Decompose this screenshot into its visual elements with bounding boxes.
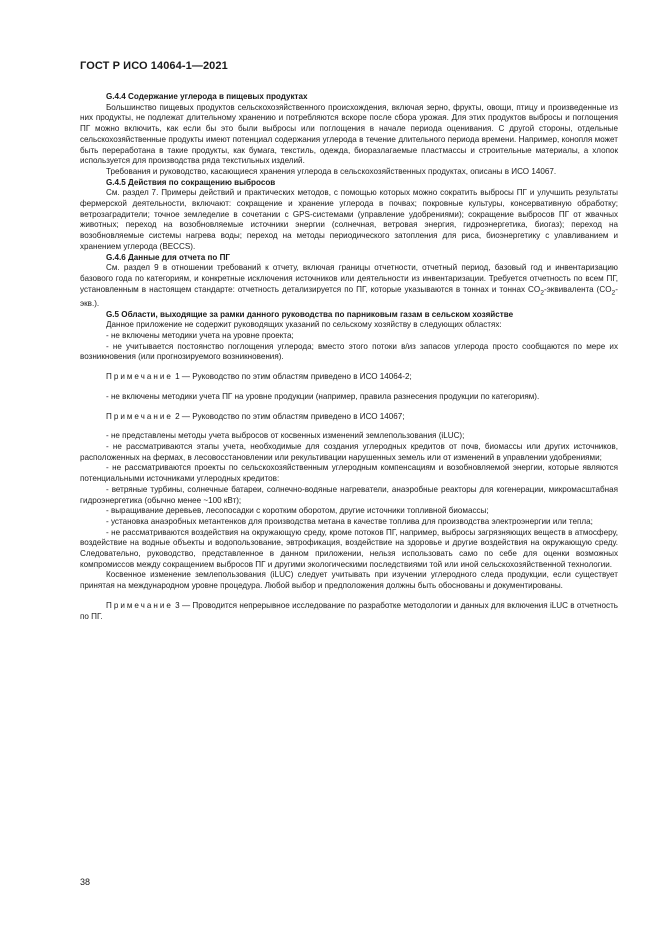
page-number: 38 [80,877,91,887]
note-2 [80,412,618,423]
section-heading-g45: G.4.5 Действия по сокращению выбросов [106,177,276,187]
list-item: - не рассматриваются воздействия на окружающую среду, кроме потоков ПГ, например, выбросы загрязняющих веществ в атмосферу, воздействие на водные объекты и водопользование, эвтрофикация, воздействие на здоровье и другие воздействия на окружающую среду. Следовательно, руководство, представленное в данном приложении, нельзя использовать само по себе для оценки возможных компромиссов между сокращением выбросов ПГ и другими экологическими последствиями той или иной сельскохозяйственной технологии. [80,527,618,569]
note-text: 2 — Руководство по этим областям приведено в ИСО 14067; [175,411,405,421]
list-item: - не рассматриваются проекты по сельскохозяйственным углеродным компенсациям и возобновляемой энергии, которые являются потенциальными источниками углеродных кредитов: [80,463,618,484]
list-item: - не включены методики учета ПГ на уровне продукции (например, правила разнесения продукции по категориям). [106,391,540,401]
text-run: -эквивалента (CO [543,284,612,294]
list-item: - не рассматриваются этапы учета, необходимые для создания углеродных кредитов от почв, биомассы или других источников, расположенных на фермах, в лесовосстановлении или рекультивации нарушенных земель или от изменений в управлении удобрениями; [80,442,618,462]
note-label: Примечание [106,411,173,421]
paragraph: Косвенное изменение землепользования (iLUC) следует учитывать при изучении углеродного следа продукции, если существует принятая на международном уровне процедура. Любой выбор и предположения должны быть обоснованы и документированы. [80,570,618,591]
document-body [80,92,618,631]
list-item: - не включены методики учета на уровне проекта; [106,331,294,341]
note-label: Примечание [106,372,173,382]
note-1 [80,372,618,383]
list-item: - не учитывается постоянство поглощения углерода; вместо этого потоки в/из запасов углерода просто сообщаются по мере их возникновения (или прогнозируемого возникновения). [80,341,618,362]
section-heading-g46: G.4.6 Данные для отчета по ПГ [106,252,231,262]
sub-list-item: - установка анаэробных метантенков для производства метана в качестве топлива для производства электроэнергии или тепла; [106,516,593,526]
paragraph-reporting [80,263,618,309]
section-heading-g44: G.4.4 Содержание углерода в пищевых продуктах [106,92,308,101]
sub-list-item: - ветряные турбины, солнечные батареи, солнечно-водяные нагреватели, анаэробные реакторы для когенерации, микромасштабная гидроэнергетика (обычно менее ~100 кВт); [80,484,618,505]
subscript: 2 [540,289,544,297]
paragraph: Требования и руководство, касающиеся хранения углерода в сельскохозяйственных продуктах, описаны в ИСО 14067. [106,166,557,176]
subscript: 2 [611,289,616,297]
note-text: 3 — Проводится непрерывное исследование по разработке методологии и данных для включения iLUC в отчетность по ПГ. [80,600,619,621]
document-header: ГОСТ Р ИСО 14064-1—2021 [80,60,228,72]
paragraph: Данное приложение не содержит руководящих указаний по сельскому хозяйству в следующих областях: [106,320,502,330]
list-item: - не представлены методы учета выбросов от косвенных изменений землепользования (iLUC); [106,431,465,441]
paragraph: Большинство пищевых продуктов сельскохозяйственного происхождения, включая зерно, фрукты, овощи, птицу и произведенные из них продукты, не подлежат длительному хранению и потребляются вскоре после сбора урожая. Для этих продуктов выбросы и поглощения ПГ можно включить, как если бы это были выбросы или поглощения в начале периода оценивания. С другой стороны, отдельные сельскохозяйственные продукты имеют потенциал содержания углерода в течение длительного периода времени. Например, конопля может быть переработана в такие продукты, как бумага, текстиль, одежда, биоразлагаемые пластмассы и строительные материалы, а хлопок используется для производства ряда текстильных изделий. [80,102,618,166]
text-run: -экв.). [80,284,618,308]
sub-list-item: - выращивание деревьев, лесопосадки с коротким оборотом, другие источники топливной биомассы; [106,506,489,516]
section-heading-g5: G.5 Области, выходящие за рамки данного руководства по парниковым газам в сельском хозяйстве [106,309,514,319]
paragraph: См. раздел 7. Примеры действий и практических методов, с помощью которых можно сократить выбросы ПГ и улучшить результаты фермерской деятельности, включают: сокращение и хранение углерода в почвах; покровные культуры, консервативную обработку; ветрозаградители; точное земледелие в сочетании с GPS-системами (управление удобрениями); сокращение выбросов ПГ от жвачных животных; переход на возобновляемые источники энергии (солнечная, ветровая энергия, гидроэнергетика, биогаз); переход на возобновляемые системы нагрева воды; переход на методы периодического затопления для риса, биоэнергетику с улавливанием и хранением углерода (BECCS). [80,188,618,251]
note-text: 1 — Руководство по этим областям приведено в ИСО 14064-2; [175,372,412,382]
note-label: Примечание [106,600,173,610]
text-run: См. раздел 9 в отношении требований к отчету, включая границы отчетности, отчетный период, базовый год и инвентаризацию базового года по категориям, и конкретные исключения источников или деятельности из инвентаризации. Требуется отчетность по всем ПГ, установленным в настоящем стандарте: отчетность детализируется по ПГ, которые указываются в тоннах и тоннах CO [80,263,618,294]
note-3 [80,601,618,622]
